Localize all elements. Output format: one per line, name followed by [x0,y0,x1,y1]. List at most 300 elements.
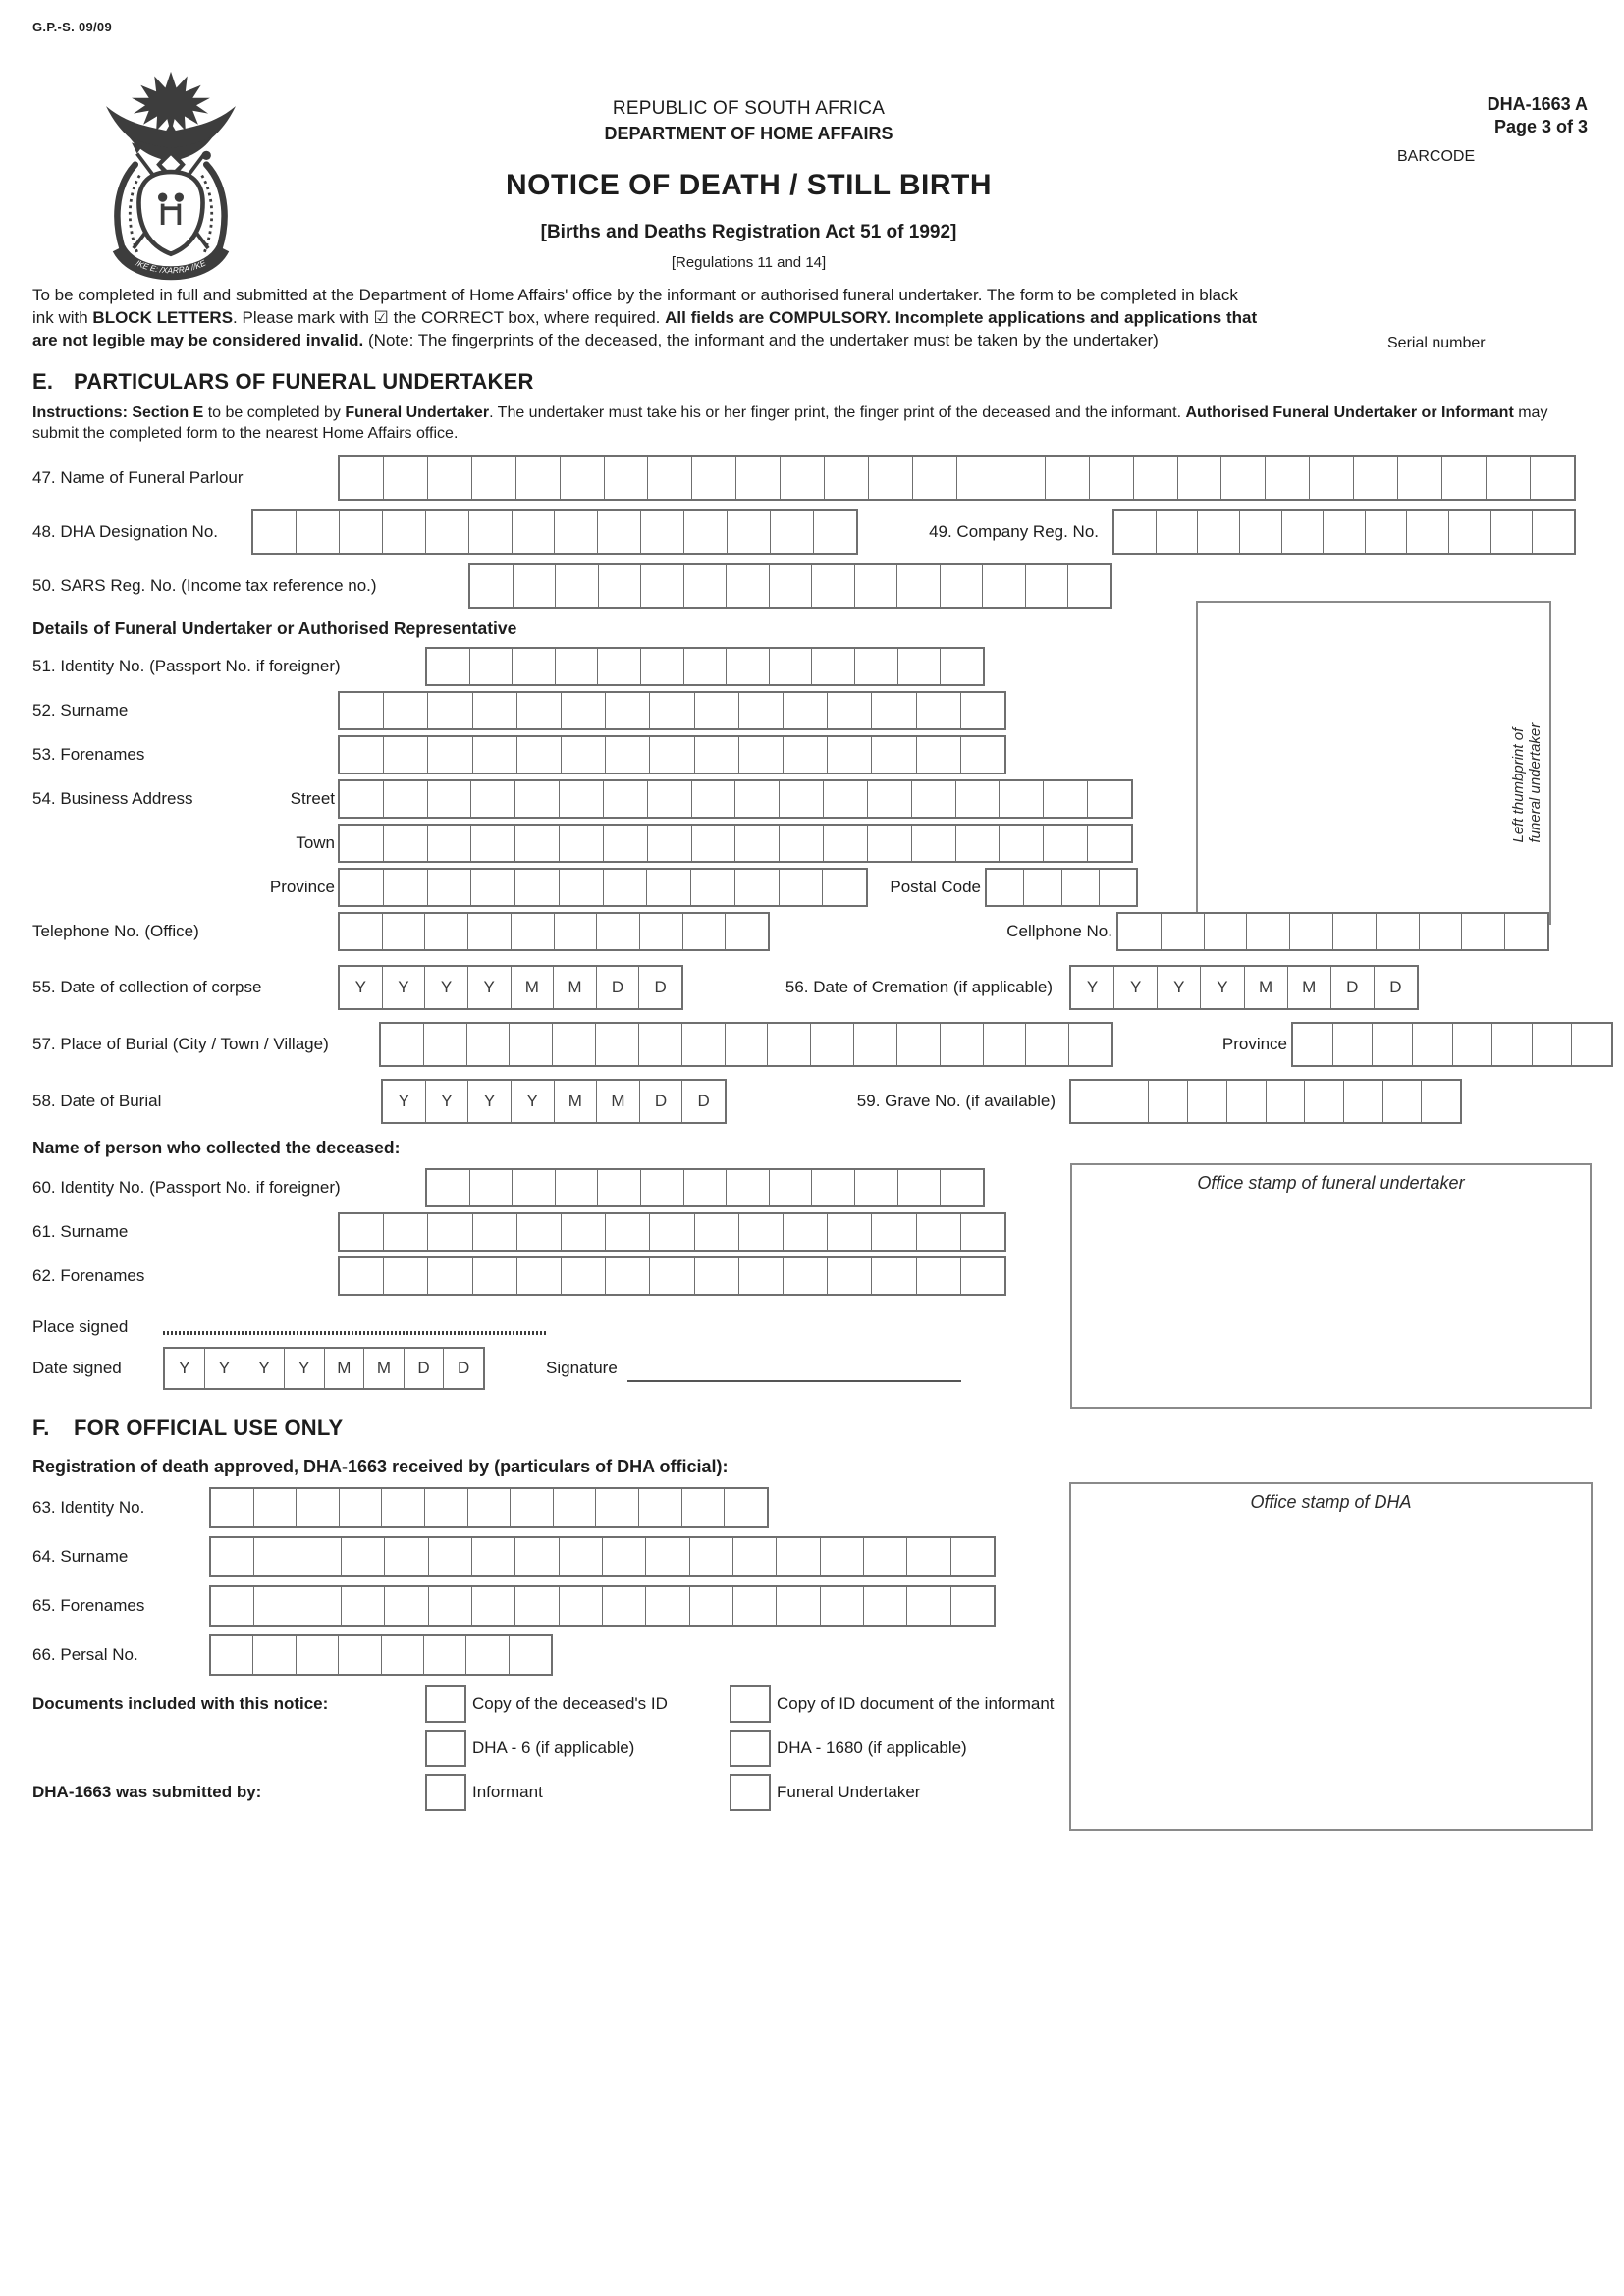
grid-cell [597,649,640,684]
signature-label: Signature [546,1359,618,1377]
grid-cell [427,457,471,499]
grid-cell [1197,511,1239,553]
grid-cell [1323,511,1365,553]
field-64-label: 64. Surname [32,1547,129,1566]
grid-cell [640,511,683,553]
grid-cell [1220,457,1265,499]
grid-cell [1382,1081,1422,1122]
grid-cell [605,737,649,773]
grid-cell [906,1587,949,1625]
grid-cell [1071,1081,1110,1122]
grid-cell [340,914,382,949]
grid-cell [689,1587,732,1625]
field-52-row [32,691,1624,730]
grid-cell [769,649,812,684]
grid-cell [382,511,425,553]
office-stamp-undertaker-label: Office stamp of funeral undertaker [1197,1173,1465,1193]
grid-cell [561,1258,605,1294]
grid-cell [296,1636,338,1674]
grid-cell [1061,870,1099,905]
field-52-label: 52. Surname [32,701,129,720]
grid-cell [559,1538,602,1575]
grid-cell [516,1214,561,1250]
grid-cell [560,457,604,499]
field-63-grid[interactable] [209,1487,769,1528]
grid-cell: Y [244,1349,284,1388]
grid-cell [638,1024,681,1065]
field-65-row [32,1585,1624,1627]
grid-cell [649,1214,693,1250]
grid-cell [554,511,597,553]
grid-cell [1372,1024,1412,1065]
grid-cell [424,1489,467,1526]
grid-cell: D [639,1081,682,1122]
grid-cell [296,511,339,553]
grid-cell [940,565,983,607]
grid-cell [649,693,693,728]
grid-cell [867,781,911,817]
grid-cell: D [596,967,639,1008]
checkbox-copy-informant-id[interactable] [730,1685,771,1723]
grid-cell [597,1170,640,1205]
grid-cell [427,781,471,817]
grid-cell [515,457,560,499]
barcode-label: BARCODE [1397,148,1476,165]
postal-code-grid[interactable] [985,868,1138,907]
grid-cell [987,870,1023,905]
grid-cell [597,511,640,553]
grid-cell [827,1258,871,1294]
field-53-grid[interactable] [338,735,1006,774]
checkbox-dha1680[interactable] [730,1730,771,1767]
field-50-row [32,563,1624,609]
intro-seg4: All fields are COMPULSORY. Incomplete applications and applications that are not legible may be considered invalid. [32,308,1258,349]
grid-cell [1187,1081,1226,1122]
grid-cell [253,511,296,553]
grid-cell [1156,511,1198,553]
grid-cell: Y [467,967,511,1008]
field-58-date-grid[interactable] [381,1079,727,1124]
field-59-grid[interactable] [1069,1079,1462,1124]
grid-cell [512,511,555,553]
grid-cell [960,693,1004,728]
grid-cell [1089,457,1133,499]
grid-cell [340,693,383,728]
field-54-province-row [32,868,1624,907]
grid-cell [727,511,770,553]
instr-seg6: may submit the completed form to the nearest Home Affairs office. [32,404,1548,442]
grid-cell [823,826,867,861]
grid-cell [211,1489,253,1526]
grid-cell [427,1258,471,1294]
grid-cell [561,693,605,728]
field-51-grid[interactable] [425,647,985,686]
grid-cell [738,1214,783,1250]
field-50-grid[interactable] [468,563,1112,609]
grid-cell [253,1489,297,1526]
grid-cell [339,1489,382,1526]
grid-cell [732,1538,776,1575]
field-54-province-grid[interactable] [338,868,868,907]
field-64-grid[interactable] [209,1536,996,1577]
grid-cell [916,1258,960,1294]
grid-cell [683,511,727,553]
grid-cell [561,737,605,773]
grid-cell: Y [467,1081,511,1122]
field-49-grid[interactable] [1112,509,1576,555]
grid-cell [598,565,641,607]
grid-cell [868,457,912,499]
grid-cell [561,1214,605,1250]
grid-cell [1397,457,1441,499]
field-61-grid[interactable] [338,1212,1006,1252]
grid-cell [827,693,871,728]
grid-cell [470,781,514,817]
grid-cell [467,1489,511,1526]
field-50-label: 50. SARS Reg. No. (Income tax reference no.) [32,576,377,595]
grid-cell [1441,457,1486,499]
checkbox-dha6[interactable] [425,1730,466,1767]
grid-cell [1332,1024,1373,1065]
grid-cell [649,1258,693,1294]
grid-cell [779,870,823,905]
grid-cell [896,1024,940,1065]
grid-cell [646,870,690,905]
town-sublabel: Town [296,833,335,852]
grid-cell: D [1330,967,1374,1008]
grid-cell [1148,1081,1187,1122]
grid-cell [383,457,427,499]
section-f-heading [32,1415,1624,1441]
field-66-row [32,1634,1624,1676]
grid-cell [1412,1024,1452,1065]
grid-cell [1461,914,1504,949]
grid-cell [649,737,693,773]
grid-cell [640,565,683,607]
grid-cell [1421,1081,1460,1122]
grid-cell: D [404,1349,444,1388]
field-48-grid[interactable] [251,509,858,555]
grid-cell [252,1636,295,1674]
grid-cell [734,781,779,817]
grid-cell [423,1636,465,1674]
grid-cell [767,1024,810,1065]
grid-cell: Y [511,1081,554,1122]
grid-cell [381,1024,423,1065]
grid-cell [738,1258,783,1294]
grid-cell [813,511,856,553]
header-department: DEPARTMENT OF HOME AFFAIRS [604,124,893,143]
grid-cell [691,826,735,861]
grid-cell: D [443,1349,483,1388]
field-62-label: 62. Forenames [32,1266,145,1285]
grid-cell [690,870,734,905]
grid-cell: Y [354,978,366,996]
place-signed-line[interactable] [163,1331,548,1335]
grid-cell [514,870,559,905]
field-61-label: 61. Surname [32,1222,129,1241]
grid-cell [428,1587,471,1625]
grid-cell: M [553,967,596,1008]
intro-seg3: . Please mark with ☑ the CORRECT box, where required. [233,308,666,327]
grid-cell [912,457,956,499]
serial-number-label: Serial number [1387,335,1486,351]
grid-cell [427,649,469,684]
grid-cell [827,1214,871,1250]
grid-cell [425,511,468,553]
grid-cell: M [324,1349,364,1388]
field-64-row [32,1536,1624,1577]
field-51-row [32,647,1624,686]
signature-line[interactable] [627,1362,961,1382]
grid-cell [427,1170,469,1205]
field-54-street-grid[interactable] [338,779,1133,819]
grid-cell [911,826,955,861]
grid-cell [211,1636,252,1674]
registration-line: Registration of death approved, DHA-1663 received by (particulars of DHA official): [32,1457,729,1476]
grid-cell [999,826,1043,861]
grid-cell [1161,914,1204,949]
grid-cell [338,1636,380,1674]
cellphone-grid[interactable] [1116,912,1549,951]
instr-seg2: to be completed by [203,404,346,421]
grid-cell [911,781,955,817]
grid-cell [554,914,597,949]
burial-province-label: Province [1221,1035,1287,1053]
field-58-label: 58. Date of Burial [32,1092,162,1110]
grid-cell [726,565,769,607]
grid-cell [769,565,812,607]
grid-cell [724,1489,767,1526]
grid-cell [1045,457,1089,499]
grid-cell [605,693,649,728]
intro-paragraph [32,284,1260,351]
print-code: G.P.-S. 09/09 [32,20,112,34]
grid-cell [827,737,871,773]
grid-cell [1376,914,1419,949]
grid-cell [871,1258,915,1294]
grid-cell [647,457,691,499]
grid-cell: M [511,967,554,1008]
field-47-grid[interactable] [338,455,1576,501]
field-56-label: 56. Date of Cremation (if applicable) [785,978,1053,996]
telephone-grid[interactable] [338,912,770,951]
grid-cell [602,1538,645,1575]
grid-cell [725,1024,768,1065]
field-48-49-row [32,509,1624,555]
field-56-date-grid[interactable] [1069,965,1419,1010]
grid-cell [559,826,603,861]
grid-cell [897,1170,941,1205]
grid-cell [383,693,427,728]
grid-cell [906,1538,949,1575]
grid-cell [1406,511,1448,553]
grid-cell [298,1587,341,1625]
province-sublabel: Province [269,878,335,896]
grid-cell: M [596,1081,639,1122]
field-57-grid[interactable] [379,1022,1113,1067]
grid-cell [511,914,554,949]
instr-seg3: Funeral Undertaker [345,404,490,421]
instr-seg5: Authorised Funeral Undertaker or Informant [1185,404,1514,421]
grid-cell [465,1636,508,1674]
grid-cell [509,1636,551,1674]
grid-cell [552,1024,595,1065]
date-signed-label: Date signed [32,1359,122,1377]
grid-cell [469,649,513,684]
grid-cell [867,826,911,861]
grid-cell [211,1587,253,1625]
grid-cell [955,826,1000,861]
grid-cell: M [1287,967,1330,1008]
grid-cell [553,1489,596,1526]
grid-cell [1043,781,1087,817]
grid-cell [1114,511,1156,553]
grid-cell [509,1024,552,1065]
grid-cell [769,1170,812,1205]
grid-cell [559,781,603,817]
grid-cell [1025,1024,1068,1065]
grid-cell [298,1538,341,1575]
grid-cell: Y [204,1349,244,1388]
grid-cell [1571,1024,1611,1065]
grid-cell [1486,457,1530,499]
grid-cell [681,1024,725,1065]
grid-cell [950,1538,994,1575]
field-52-grid[interactable] [338,691,1006,730]
burial-province-grid[interactable] [1291,1022,1613,1067]
grid-cell [780,457,824,499]
grid-cell [1504,914,1547,949]
grid-cell [340,457,383,499]
grid-cell: Y [1157,967,1200,1008]
grid-cell [253,1587,297,1625]
grid-cell [1177,457,1221,499]
grid-cell [776,1587,819,1625]
grid-cell [738,693,783,728]
grid-cell [897,649,941,684]
grid-cell [871,1214,915,1250]
grid-cell [296,1489,339,1526]
grid-cell [640,1170,683,1205]
grid-cell [514,1538,558,1575]
grid-cell [603,781,647,817]
grid-cell [510,1489,553,1526]
grid-cell: Y [1113,967,1157,1008]
grid-cell [471,1587,514,1625]
grid-cell [854,649,897,684]
grid-cell [734,826,779,861]
field-66-grid[interactable] [209,1634,553,1676]
doc-label-informant-id: Copy of ID document of the informant [777,1694,1055,1713]
date-signed-grid[interactable] [163,1347,485,1390]
grid-cell [853,1024,896,1065]
grid-cell [211,1538,253,1575]
grid-cell [383,781,427,817]
field-60-grid[interactable] [425,1168,985,1207]
field-63-row [32,1487,1624,1528]
checkbox-copy-deceased-id[interactable] [425,1685,466,1723]
grid-cell [1281,511,1324,553]
grid-cell [916,693,960,728]
field-55-date-grid[interactable] [338,965,683,1010]
doc-label-dha1680: DHA - 1680 (if applicable) [777,1738,967,1757]
grid-cell [1246,914,1289,949]
grid-cell [983,1024,1026,1065]
grid-cell [555,565,598,607]
grid-cell [960,1258,1004,1294]
grid-cell [811,1170,854,1205]
field-65-grid[interactable] [209,1585,996,1627]
grid-cell [341,1587,384,1625]
grid-cell [381,1489,424,1526]
grid-cell [1067,565,1110,607]
grid-cell [694,1214,738,1250]
grid-cell [940,649,983,684]
grid-cell [639,914,682,949]
grid-cell: Y [1086,978,1099,996]
grid-cell: Y [398,1092,409,1110]
grid-cell [783,737,827,773]
field-54-town-grid[interactable] [338,824,1133,863]
grid-cell [734,870,779,905]
field-63-label: 63. Identity No. [32,1498,145,1517]
grid-cell [871,693,915,728]
checkbox-submitted-informant[interactable] [425,1774,466,1811]
submitted-by-row [32,1774,1624,1811]
grid-cell [339,511,382,553]
grid-cell [940,1024,983,1065]
grid-cell [682,914,726,949]
grid-cell [604,457,648,499]
grid-cell [1110,1081,1149,1122]
grid-cell [472,1214,516,1250]
grid-cell [1293,1024,1332,1065]
grid-cell [783,693,827,728]
header-regulations: [Regulations 11 and 14] [671,254,827,271]
field-65-label: 65. Forenames [32,1596,145,1615]
grid-cell [514,1587,558,1625]
field-60-label: 60. Identity No. (Passport No. if foreigner) [32,1178,341,1197]
field-60-row [32,1168,1624,1207]
grid-cell [640,649,683,684]
field-62-grid[interactable] [338,1256,1006,1296]
grid-cell [595,1024,638,1065]
grid-cell [1265,457,1309,499]
grid-cell [863,1587,906,1625]
grid-cell [694,1258,738,1294]
intro-seg5: (Note: The fingerprints of the deceased, the informant and the undertaker must be taken by the undertaker) [363,331,1159,349]
grid-cell [824,457,868,499]
field-59-label: 59. Grave No. (if available) [856,1092,1056,1110]
grid-cell [940,1170,983,1205]
thumbprint-label: Left thumbprint of funeral undertaker [1510,722,1543,843]
grid-cell [1289,914,1332,949]
grid-cell [1304,1081,1343,1122]
documents-row-1 [32,1685,1624,1723]
checkbox-submitted-undertaker[interactable] [730,1774,771,1811]
grid-cell [1068,1024,1111,1065]
grid-cell [726,649,769,684]
grid-cell [384,1538,427,1575]
grid-cell [468,511,512,553]
grid-cell [340,1214,383,1250]
grid-cell [738,737,783,773]
grid-cell [514,826,559,861]
grid-cell [340,737,383,773]
grid-cell [605,1258,649,1294]
grid-cell [725,914,768,949]
